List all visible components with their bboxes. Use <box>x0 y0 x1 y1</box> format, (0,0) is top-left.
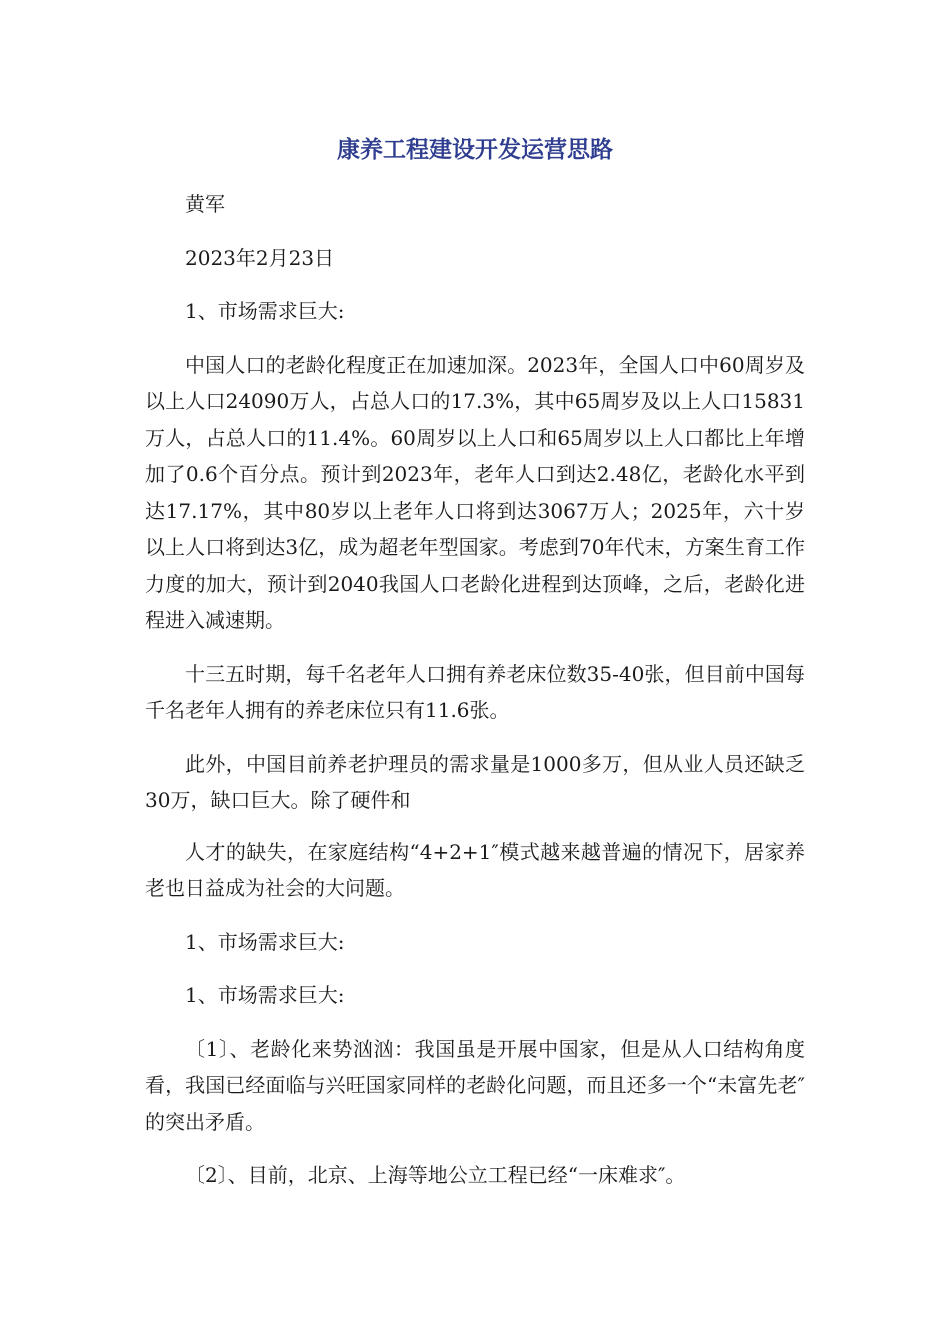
list-item: 〔2〕、目前，北京、上海等地公立工程已经“一床难求″。 <box>185 1163 686 1187</box>
section-heading: 1、市场需求巨大: <box>185 983 345 1007</box>
body-paragraph: 中国人口的老龄化程度正在加速加深。2023年，全国人口中60周岁及以上人口24090万人，占总人口的17.3%，其中65周岁及以上人口15831万人，占总人口的11.4%。60周岁以上人口和65周岁以上人口都比上年增加了0.6个百分点。预计到2023年，老年人口到达2.48亿，老龄化水平到达17.17%，其中80岁以上老年人口将到达3067万人；2025年，六十岁以上人口将到达3亿，成为超老年型国家。考虑到70年代末，方案生育工作力度的加大，预计到2040我国人口老龄化进程到达顶峰，之后，老龄化进程进入减速期。 <box>145 352 805 632</box>
body-paragraph: 此外，中国目前养老护理员的需求量是1000多万，但从业人员还缺乏30万，缺口巨大。除了硬件和 <box>145 751 805 812</box>
date-line: 2023年2月23日 <box>185 245 335 270</box>
document-page <box>145 128 805 1211</box>
author-line: 黄军 <box>185 192 225 216</box>
section-heading: 1、市场需求巨大: <box>185 929 345 954</box>
section-heading: 1、市场需求巨大: <box>185 299 345 323</box>
document-title: 康养工程建设开发运营思路 <box>337 137 613 163</box>
list-item: 〔1〕、老龄化来势汹汹：我国虽是开展中国家，但是从人口结构角度看，我国已经面临与兴旺国家同样的老龄化问题，而且还多一个“未富先老″的突出矛盾。 <box>145 1036 805 1134</box>
body-paragraph: 十三五时期，每千名老年人口拥有养老床位数35-40张，但目前中国每千名老年人拥有的养老床位只有11.6张。 <box>145 661 805 722</box>
body-paragraph: 人才的缺失，在家庭结构“4+2+1″模式越来越普遍的情况下，居家养老也日益成为社会的大问题。 <box>145 839 805 900</box>
